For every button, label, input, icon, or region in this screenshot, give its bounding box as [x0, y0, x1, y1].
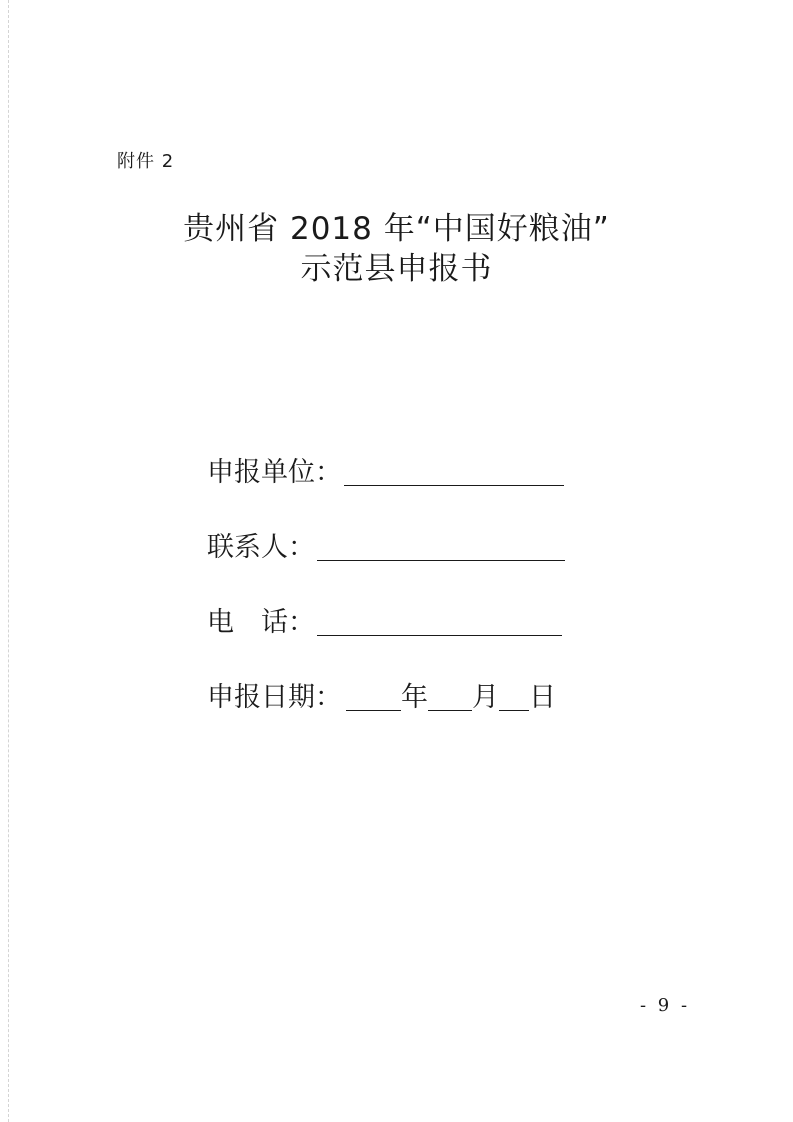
date-year-unit: 年: [401, 682, 428, 713]
contact-person-label: 联系人：: [207, 532, 315, 563]
applicant-unit-row: [207, 450, 564, 486]
date-month-blank[interactable]: [428, 682, 472, 711]
phone-row: [207, 600, 562, 636]
date-day-unit: 日: [529, 682, 556, 713]
phone-blank[interactable]: [317, 607, 562, 636]
date-year-blank[interactable]: [346, 682, 401, 711]
attachment-label: 附件 2: [117, 151, 175, 172]
contact-person-blank[interactable]: [317, 532, 565, 561]
application-date-row: [207, 675, 556, 711]
scan-edge-line: [8, 0, 9, 1122]
page-number: - 9 -: [640, 995, 691, 1016]
document-title-line-2: 示范县申报书: [300, 251, 493, 287]
document-title-line-1: 贵州省 2018 年“中国好粮油”: [183, 211, 610, 247]
phone-label: 电 话：: [207, 607, 315, 638]
applicant-unit-blank[interactable]: [344, 457, 564, 486]
date-day-blank[interactable]: [499, 682, 529, 711]
applicant-unit-label: 申报单位：: [207, 457, 342, 488]
contact-person-row: [207, 525, 565, 561]
date-month-unit: 月: [472, 682, 499, 713]
application-date-label: 申报日期：: [207, 682, 342, 713]
